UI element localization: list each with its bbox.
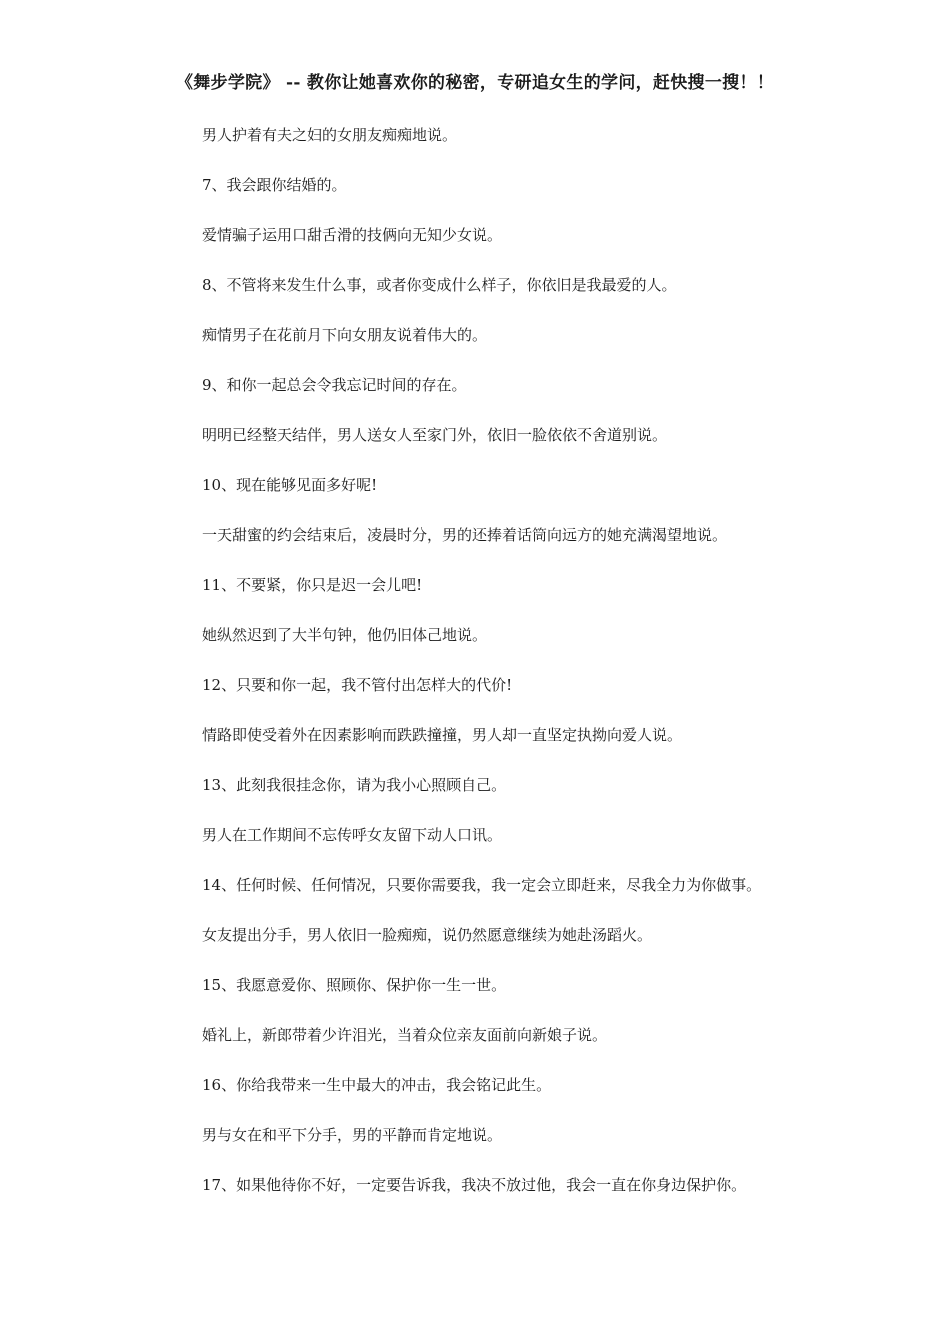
paragraph: 15、我愿意爱你、照顾你、保护你一生一世。 [202, 976, 507, 994]
paragraph: 男与女在和平下分手，男的平静而肯定地说。 [202, 1126, 503, 1144]
paragraph: 一天甜蜜的约会结束后，凌晨时分，男的还捧着话筒向远方的她充满渴望地说。 [202, 526, 728, 544]
paragraph: 情路即使受着外在因素影响而跌跌撞撞，男人却一直坚定执拗向爱人说。 [202, 726, 683, 744]
paragraph: 11、不要紧，你只是迟一会儿吧! [202, 576, 423, 594]
paragraph: 14、任何时候、任何情况，只要你需要我，我一定会立即赶来，尽我全力为你做事。 [202, 876, 762, 894]
page-header: 《舞步学院》 -- 教你让她喜欢你的秘密，专研追女生的学问，赶快搜一搜！！ [175, 73, 775, 93]
paragraph: 16、你给我带来一生中最大的冲击，我会铭记此生。 [202, 1076, 552, 1094]
paragraph: 7、我会跟你结婚的。 [202, 176, 347, 194]
paragraph: 爱情骗子运用口甜舌滑的技俩向无知少女说。 [202, 226, 503, 244]
paragraph: 婚礼上，新郎带着少许泪光，当着众位亲友面前向新娘子说。 [202, 1026, 608, 1044]
paragraph: 9、和你一起总会令我忘记时间的存在。 [202, 376, 467, 394]
paragraph: 她纵然迟到了大半句钟，他仍旧体己地说。 [202, 626, 488, 644]
document-body [202, 124, 822, 1224]
paragraph: 男人护着有夫之妇的女朋友痴痴地说。 [202, 126, 458, 144]
paragraph: 10、现在能够见面多好呢! [202, 476, 378, 494]
paragraph: 13、此刻我很挂念你，请为我小心照顾自己。 [202, 776, 507, 794]
paragraph: 12、只要和你一起，我不管付出怎样大的代价! [202, 676, 513, 694]
paragraph: 17、如果他待你不好，一定要告诉我，我决不放过他，我会一直在你身边保护你。 [202, 1176, 747, 1194]
paragraph: 男人在工作期间不忘传呼女友留下动人口讯。 [202, 826, 503, 844]
paragraph: 痴情男子在花前月下向女朋友说着伟大的。 [202, 326, 488, 344]
paragraph: 女友提出分手，男人依旧一脸痴痴，说仍然愿意继续为她赴汤蹈火。 [202, 926, 653, 944]
paragraph: 明明已经整天结伴，男人送女人至家门外，依旧一脸依依不舍道别说。 [202, 426, 668, 444]
paragraph: 8、不管将来发生什么事，或者你变成什么样子，你依旧是我最爱的人。 [202, 276, 677, 294]
